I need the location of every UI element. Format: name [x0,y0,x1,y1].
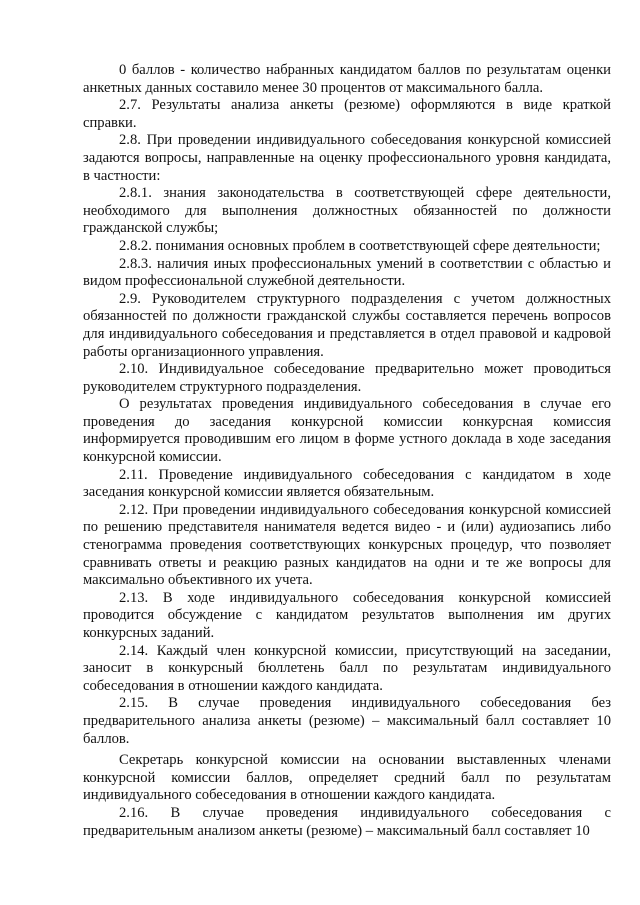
paragraph-secretary: Секретарь конкурсной комиссии на основании выставленных членами конкурсной комиссии баллов, определяет средний балл по результатам индивидуального собеседования в отношении каждого кандидата. [83,752,611,804]
paragraph-2-16: 2.16. В случае проведения индивидуального собеседования с предварительным анализом анкеты (резюме) – максимальный балл составляет 10 [83,804,611,839]
paragraph-2-10: 2.10. Индивидуальное собеседование предварительно может проводиться руководителем структурного подразделения. [83,361,611,395]
paragraph-zero-points: 0 баллов - количество набранных кандидатом баллов по результатам оценки анкетных данных составило менее 30 процентов от максимального балла. [83,62,611,96]
paragraph-2-8-1: 2.8.1. знания законодательства в соответствующей сфере деятельности, необходимого для выполнения должностных обязанностей по должности гражданской службы; [83,185,611,237]
document-page [83,62,611,840]
paragraph-2-7: 2.7. Результаты анализа анкеты (резюме) оформляются в виде краткой справки. [83,97,611,131]
paragraph-2-11: 2.11. Проведение индивидуального собеседования с кандидатом в ходе заседания конкурсной комиссии является обязательным. [83,466,611,501]
paragraph-interview-results: О результатах проведения индивидуального собеседования в случае его проведения до заседания конкурсной комиссии конкурсная комиссия информируется проводившим его лицом в форме устного доклада в ходе заседания конкурсной комиссии. [83,396,611,466]
paragraph-2-8: 2.8. При проведении индивидуального собеседования конкурсной комиссией задаются вопросы, направленные на оценку профессионального уровня кандидата, в частности: [83,132,611,184]
paragraph-2-12: 2.12. При проведении индивидуального собеседования конкурсной комиссией по решению представителя нанимателя ведется видео - и (или) аудиозапись либо стенограмма проведения соответствующих конкурсных процедур, что позволяет сравнивать ответы и реакцию разных кандидатов на одни и те же вопросы для максимально объективного их учета. [83,501,611,589]
paragraph-2-13: 2.13. В ходе индивидуального собеседования конкурсной комиссией проводится обсуждение с кандидатом результатов выполнения им других конкурсных заданий. [83,589,611,641]
paragraph-2-14: 2.14. Каждый член конкурсной комиссии, присутствующий на заседании, заносит в конкурсный бюллетень балл по результатам индивидуального собеседования в отношении каждого кандидата. [83,642,611,694]
paragraph-2-8-2: 2.8.2. понимания основных проблем в соответствующей сфере деятельности; [119,237,601,254]
paragraph-2-9: 2.9. Руководителем структурного подразделения с учетом должностных обязанностей по должности гражданской службы составляется перечень вопросов для индивидуального собеседования и представляется в отдел правовой и кадровой работы организационного управления. [83,290,611,360]
paragraph-2-15: 2.15. В случае проведения индивидуального собеседования без предварительного анализа анкеты (резюме) – максимальный балл составляет 10 баллов. [83,695,611,747]
paragraph-2-8-3: 2.8.3. наличия иных профессиональных умений в соответствии с областью и видом профессиональной служебной деятельности. [83,255,611,290]
